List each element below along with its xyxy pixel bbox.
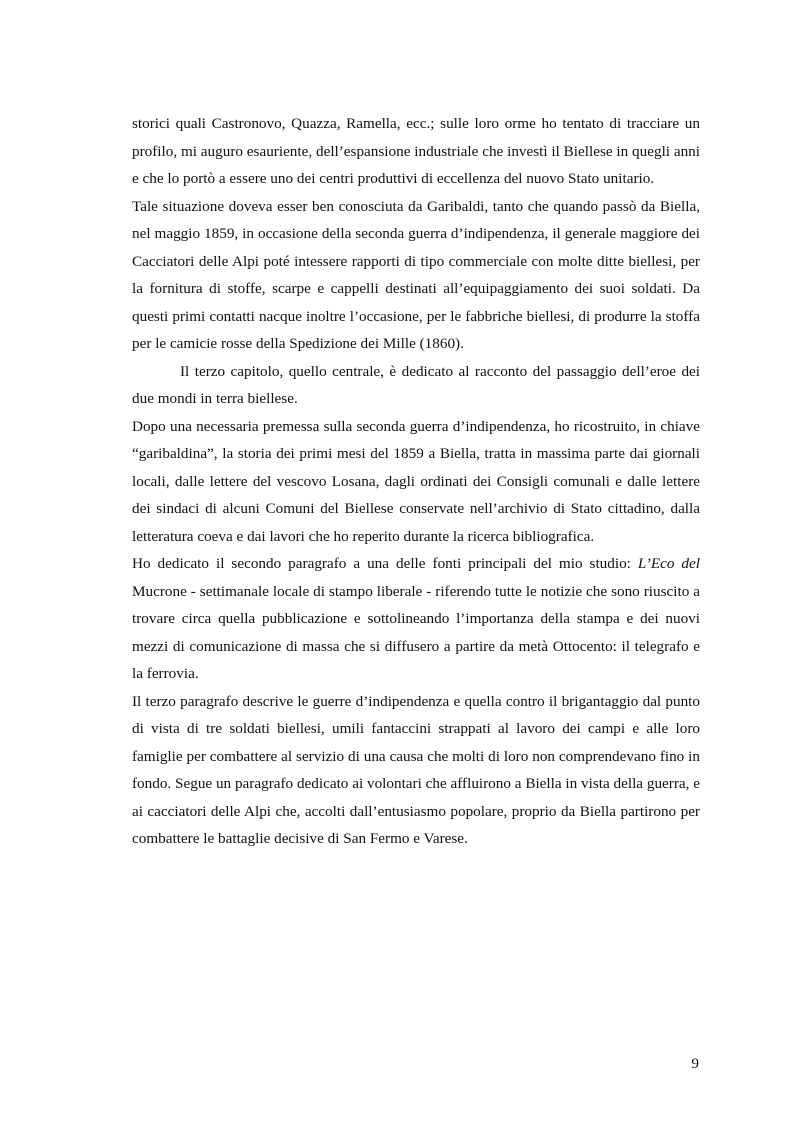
paragraph-6: Il terzo paragrafo descrive le guerre d’indipendenza e quella contro il brigantaggio dal punto di vista di tre soldati biellesi, umili fantaccini strappati al lavoro dei campi e alle loro famiglie per combattere al servizio di una causa che molti di loro non comprendevano fino in fondo. Segue un paragrafo dedicato ai volontari che affluirono a Biella in vista della guerra, e ai cacciatori delle Alpi che, accolti dall’entusiasmo popolare, proprio da Biella partirono per combattere le battaglie decisive di San Fermo e Varese. — [132, 692, 700, 847]
paragraph-5 — [132, 550, 700, 688]
paragraph-5-text-after: Mucrone - settimanale locale di stampo liberale - riferendo tutte le notizie che sono riuscito a trovare circa quella pubblicazione e sottolineando l’importanza della stampa e dei nuovi mezzi di comunicazione di massa che si diffusero a partire da metà Ottocento: il telegrafo e la ferrovia. — [132, 582, 700, 682]
page-number: 9 — [691, 1055, 699, 1072]
paragraph-4: Dopo una necessaria premessa sulla seconda guerra d’indipendenza, ho ricostruito, in chiave “garibaldina”, la storia dei primi mesi del 1859 a Biella, tratta in massima parte dai giornali locali, dalle lettere del vescovo Losana, dagli ordinati dei Consigli comunali e dalle lettere dei sindaci di alcuni Comuni del Biellese conservate nell’archivio di Stato cittadino, dalla letteratura coeva e dai lavori che ho reperito durante la ricerca bibliografica. — [132, 417, 700, 545]
paragraph-3: Il terzo capitolo, quello centrale, è dedicato al racconto del passaggio dell’eroe dei due mondi in terra biellese. — [132, 362, 700, 407]
paragraph-5-text-before: Ho dedicato il secondo paragrafo a una delle fonti principali del mio studio: — [132, 555, 638, 572]
paragraph-2: Tale situazione doveva esser ben conosciuta da Garibaldi, tanto che quando passò da Biella, nel maggio 1859, in occasione della seconda guerra d’indipendenza, il generale maggiore dei Cacciatori delle Alpi poté intessere rapporti di tipo commerciale con molte ditte biellesi, per la fornitura di stoffe, scarpe e cappelli destinati all’equipaggiamento dei suoi soldati. Da questi primi contatti nacque inoltre l’occasione, per le fabbriche biellesi, di produrre la stoffa per le camicie rosse della Spedizione dei Mille (1860). — [132, 197, 700, 352]
paragraph-1: storici quali Castronovo, Quazza, Ramella, ecc.; sulle loro orme ho tentato di tracciare un profilo, mi auguro esauriente, dell’espansione industriale che investì il Biellese in quegli anni e che lo portò a essere uno dei centri produttivi di eccellenza del nuovo Stato unitario. — [132, 115, 700, 187]
journal-title-italic: L’Eco del — [637, 555, 700, 572]
page-body — [132, 110, 700, 853]
